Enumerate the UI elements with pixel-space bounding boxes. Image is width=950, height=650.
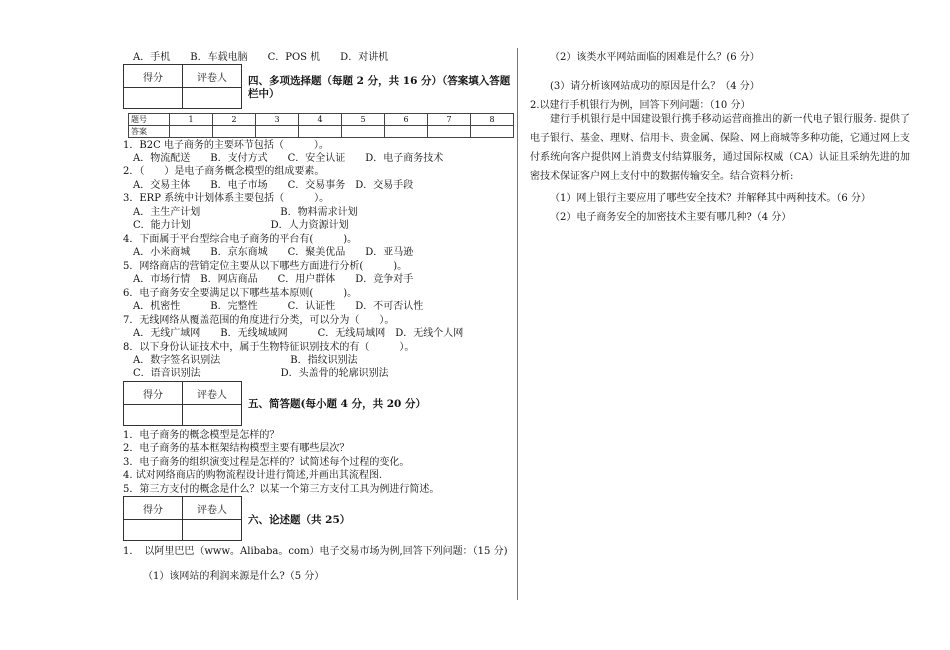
grader-label: 评卷人 [183, 382, 242, 405]
mc-line: 2．（ ）是电子商务概念模型的组成要素。 [123, 166, 325, 177]
answer-table-row-label: 答案 [129, 126, 170, 138]
answer-cell [213, 126, 256, 138]
section5-title: 五、简答题(每小题 4 分，共 20 分） [248, 398, 427, 410]
mc-line: 5．网络商店的营销定位主要从以下哪些方面进行分析( )。 [123, 261, 408, 272]
mc-line: 3．ERP 系统中计划体系主要包括（ ）。 [123, 193, 330, 204]
answer-table-row-label: 题号 [129, 114, 170, 126]
answer-table-number: 1 [170, 114, 213, 126]
answer-table-number: 6 [385, 114, 428, 126]
answer-cell [428, 126, 471, 138]
essay-question-1-sub2: （2）该类水平网站面临的困难是什么？(6 分） [550, 52, 760, 63]
mc-line: A．无线广域网 B．无线城域网 C．无线局域网 D．无线个人网 [133, 328, 464, 339]
essay-question-2-sub2: （2）电子商务安全的加密技术主要有哪几种?（4 分） [550, 212, 792, 223]
mc-line: C．语音识别法 D．头盖骨的轮廓识别法 [133, 368, 389, 379]
answer-cell [170, 126, 213, 138]
score-cell [124, 88, 183, 109]
answer-cell [299, 126, 342, 138]
short-question: 4. 试对网络商店的购物流程设计进行简述,并画出其流程图. [123, 470, 383, 481]
section4-title: 四、多项选择题（每题 2 分，共 16 分）（答案填入答题 [248, 75, 511, 87]
answer-cell [471, 126, 514, 138]
score-label: 得分 [124, 382, 183, 405]
essay-question-2: 2.以建行手机银行为例，回答下列问题：（10 分） [530, 100, 751, 111]
short-question: 2．电子商务的基本框架结构模型主要有哪些层次？ [123, 443, 350, 454]
grader-cell [183, 88, 242, 109]
score-box-section5 [123, 381, 242, 426]
previous-question-options: A．手机 B．车载电脑 C．POS 机 D．对讲机 [133, 52, 389, 63]
mc-line: 8．以下身份认证技术中，属于生物特征识别技术的有（ ）。 [123, 342, 415, 353]
score-cell [124, 405, 183, 426]
grader-cell [183, 405, 242, 426]
answer-table-number: 8 [471, 114, 514, 126]
grader-label: 评卷人 [183, 497, 242, 520]
answer-table-number: 4 [299, 114, 342, 126]
answer-table-number: 2 [213, 114, 256, 126]
answer-cell [256, 126, 299, 138]
mc-line: A．机密性 B．完整性 C．认证性 D．不可否认性 [133, 301, 424, 312]
grader-cell [183, 520, 242, 541]
score-label: 得分 [124, 497, 183, 520]
mc-line: A．数字签名识别法 B．指纹识别法 [133, 355, 358, 366]
short-question: 5．第三方支付的概念是什么？以某一个第三方支付工具为例进行简述。 [123, 484, 440, 495]
mc-line: 7．无线网络从覆盖范围的角度进行分类，可以分为（ ）。 [123, 315, 395, 326]
mc-line: 6．电子商务安全要满足以下哪些基本原则( )。 [123, 288, 358, 299]
mc-line: C．能力计划 D．人力资源计划 [133, 220, 349, 231]
essay-question-1-sub1: （1）该网站的利润来源是什么?（5 分） [143, 571, 325, 582]
mc-line: A．物流配送 B．支付方式 C．安全认证 D．电子商务技术 [133, 153, 444, 164]
short-question: 3．电子商务的组织演变过程是怎样的？试简述每个过程的变化。 [123, 457, 410, 468]
answer-table [128, 113, 514, 138]
mc-line: A．交易主体 B．电子市场 C．交易事务 D．交易手段 [133, 180, 414, 191]
answer-cell [385, 126, 428, 138]
mc-line: A．市场行情 B．网店商品 C．用户群体 D．竞争对手 [133, 274, 414, 285]
mc-line: A．小米商城 B．京东商城 C．聚美优品 D．亚马逊 [133, 247, 414, 258]
section4-title-cont: 栏中） [248, 88, 280, 100]
answer-table-number: 5 [342, 114, 385, 126]
section6-title: 六、论述题（共 25） [248, 514, 351, 526]
answer-table-number: 3 [256, 114, 299, 126]
short-question: 1．电子商务的概念模型是怎样的？ [123, 430, 280, 441]
answer-table-number: 7 [428, 114, 471, 126]
essay-question-2-paragraph: 建行手机银行是中国建设银行携手移动运营商推出的新一代电子银行服务. 提供了电子银行、基金、理财、信用卡、贵金属、保险、网上商城等多种功能，它通过网上支付系统向客户提供网上消费支付结算服务，通过国际权威（CA）认证且采纳先进的加密技术保证客户网上支付中的数据传输安全。结合资料分析: [530, 114, 910, 182]
score-label: 得分 [124, 65, 183, 88]
mc-line: A．主生产计划 B．物料需求计划 [133, 207, 358, 218]
score-box-section4 [123, 64, 242, 109]
score-box-section6 [123, 496, 242, 541]
column-divider [517, 48, 518, 600]
score-cell [124, 520, 183, 541]
answer-cell [342, 126, 385, 138]
mc-line: 1．B2C 电子商务的主要环节包括（ ）。 [123, 140, 329, 151]
essay-question-1-sub3: (3）请分析该网站成功的原因是什么？（4 分） [550, 81, 760, 92]
essay-question-1: 1． 以阿里巴巴（www。Alibaba。com）电子交易市场为例,回答下列问题：（15 分) [123, 546, 508, 557]
grader-label: 评卷人 [183, 65, 242, 88]
essay-question-2-sub1: （1）网上银行主要应用了哪些安全技术？并解释其中两种技术。（6 分） [550, 193, 871, 204]
mc-line: 4．下面属于平台型综合电子商务的平台有( )。 [123, 234, 358, 245]
